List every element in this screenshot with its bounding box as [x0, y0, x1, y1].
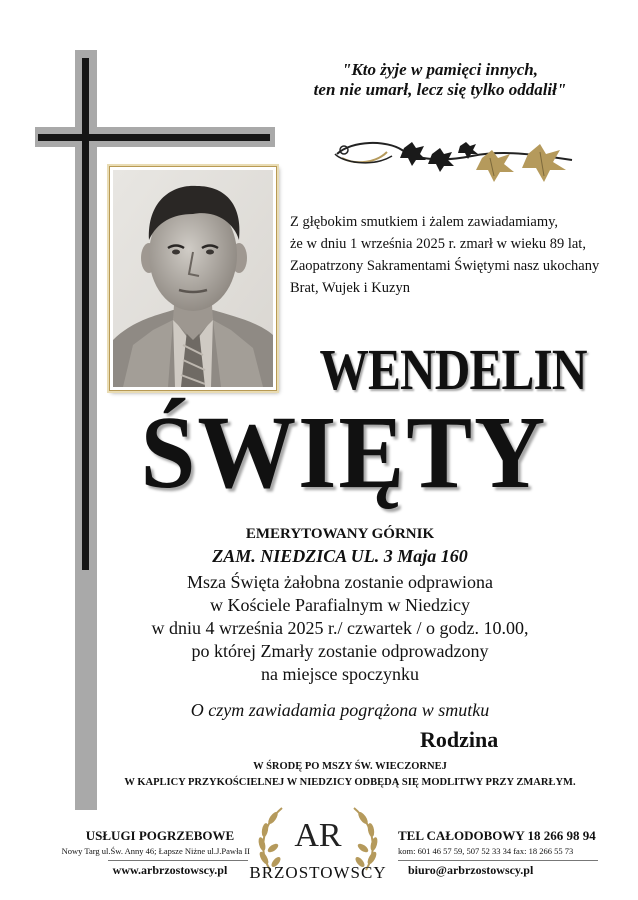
mass-line-5: na miejsce spoczynku	[261, 664, 419, 684]
email-link[interactable]: biuro@arbrzostowscy.pl	[408, 863, 534, 877]
prayer-line-1: W ŚRODĘ PO MSZY ŚW. WIECZORNEJ	[253, 761, 447, 772]
quote-line-2: ten nie umarł, lecz się tylko oddalił"	[313, 80, 567, 99]
phone-mobile-fax: kom: 601 46 57 59, 507 52 33 34 fax: 18 266 55 73	[398, 846, 574, 856]
portrait-frame	[109, 166, 277, 391]
deceased-address: ZAM. NIEDZICA UL. 3 Maja 160	[212, 546, 468, 566]
website-link[interactable]: www.arbrzostowscy.pl	[112, 863, 228, 877]
mass-line-3: w dniu 4 września 2025 r./ czwartek / o godz. 10.00,	[151, 618, 529, 638]
mass-line-2: w Kościele Parafialnym w Niedzicy	[210, 595, 470, 615]
mass-line-1: Msza Święta żałobna zostanie odprawiona	[187, 572, 493, 592]
footer-divider-right	[398, 860, 598, 861]
prayer-info	[90, 759, 610, 791]
phone-24h: TEL CAŁODOBOWY 18 266 98 94	[398, 828, 596, 843]
deceased-first-name: WENDELIN	[319, 337, 587, 402]
notify-line: O czym zawiadamia pogrążona w smutku	[190, 700, 490, 720]
prayer-line-2: W KAPLICY PRZYKOŚCIELNEJ W NIEDZICY ODBĘDĄ SIĘ MODLITWY PRZY ZMARŁYM.	[124, 777, 576, 788]
funeral-services-address: Nowy Targ ul.Św. Anny 46; Łapsze Niżne ul.J.Pawła II	[61, 846, 250, 856]
funeral-mass-info	[100, 571, 580, 686]
logo-initials: AR	[294, 817, 342, 854]
quote-line-1: "Kto żyje w pamięci innych,	[342, 60, 538, 79]
intro-line-3: Zaopatrzony Sakramentami Świętymi nasz ukochany	[290, 258, 600, 274]
deceased-last-name: ŚWIĘTY	[140, 395, 548, 510]
funeral-services-title: USŁUGI POGRZEBOWE	[85, 828, 235, 843]
announcement-intro	[290, 211, 630, 299]
portrait-photo	[113, 170, 273, 387]
deceased-occupation: EMERYTOWANY GÓRNIK	[245, 526, 435, 542]
cross-horizontal-bar	[38, 134, 270, 141]
footer-divider-left	[108, 860, 248, 861]
intro-line-4: Brat, Wujek i Kuzyn	[290, 280, 410, 296]
memorial-quote	[250, 60, 630, 100]
intro-line-1: Z głębokim smutkiem i żalem zawiadamiamy,	[290, 214, 559, 230]
intro-line-2: że w dniu 1 września 2025 r. zmarł w wieku 89 lat,	[290, 236, 586, 252]
mass-line-4: po której Zmarły zostanie odprowadzony	[191, 641, 489, 661]
family-signature: Rodzina	[420, 727, 499, 752]
logo-company-name: BRZOSTOWSCY	[249, 863, 387, 882]
leaf-ornament-icon	[332, 132, 582, 192]
